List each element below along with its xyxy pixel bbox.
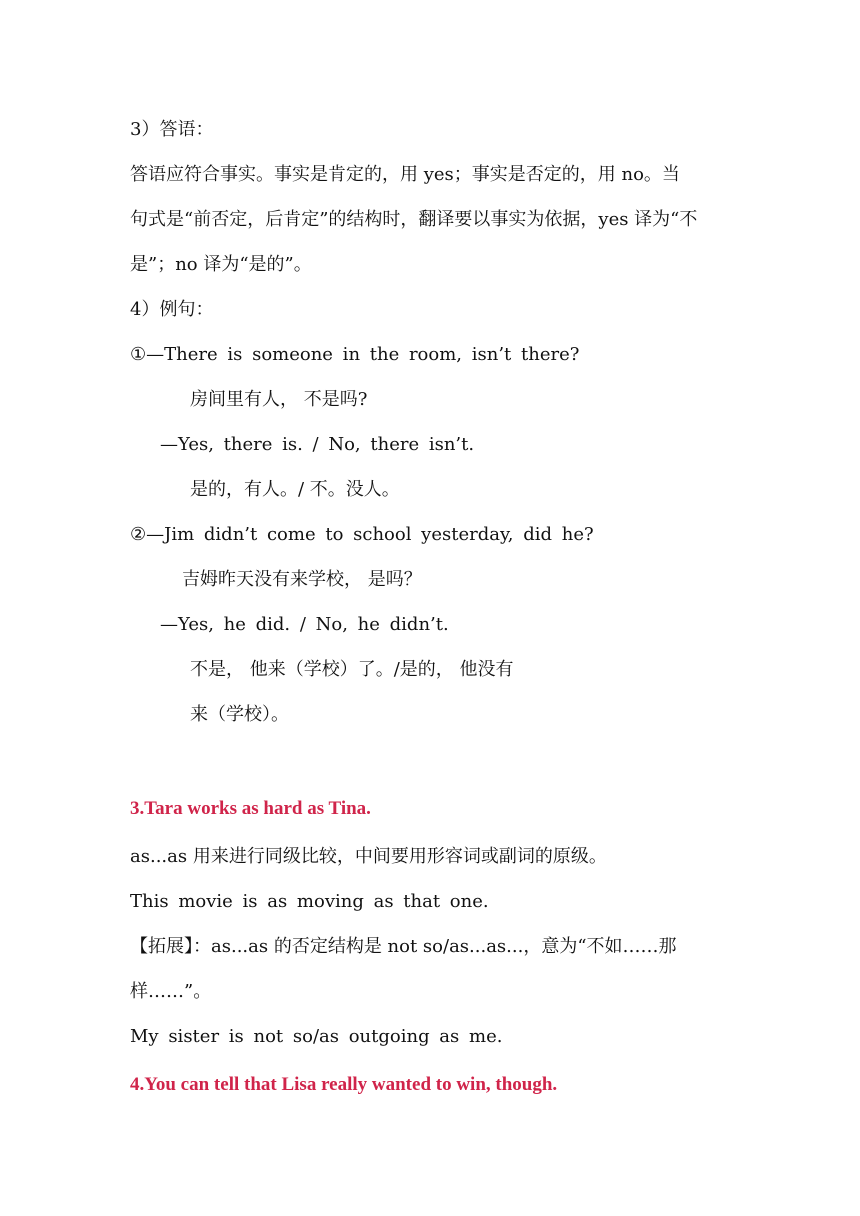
example-2-question: ②—Jim didn’t come to school yesterday, did he? xyxy=(130,524,594,545)
examples-section-title: 4）例句： xyxy=(130,299,214,320)
section-3-example: This movie is as moving as that one. xyxy=(130,891,489,912)
section-3-expansion-line-2: 样……”。 xyxy=(130,981,212,1002)
example-1-question-translation: 房间里有人， 不是吗? xyxy=(190,389,368,410)
answer-section-title: 3）答语： xyxy=(130,119,214,140)
example-1-answer: —Yes, there is. / No, there isn’t. xyxy=(160,434,475,455)
example-2-answer-translation-line-2: 来（学校）。 xyxy=(190,704,289,725)
section-3-expansion-line-1: 【拓展】：as...as 的否定结构是 not so/as...as...，意为“不如……那 xyxy=(130,936,677,957)
example-2-answer: —Yes, he did. / No, he didn’t. xyxy=(160,614,449,635)
answer-body-line-3: 是”；no 译为“是的”。 xyxy=(130,254,312,275)
section-3-expansion-example: My sister is not so/as outgoing as me. xyxy=(130,1026,503,1047)
section-3-heading: 3.Tara works as hard as Tina. xyxy=(130,798,371,819)
section-3-explanation: as...as 用来进行同级比较，中间要用形容词或副词的原级。 xyxy=(130,846,607,867)
example-2-question-translation: 吉姆昨天没有来学校， 是吗？ xyxy=(182,569,422,590)
example-1-answer-translation: 是的，有人。/ 不。没人。 xyxy=(190,479,400,500)
section-4-heading: 4.You can tell that Lisa really wanted to win, though. xyxy=(130,1074,558,1095)
answer-body-line-1: 答语应符合事实。事实是肯定的，用 yes；事实是否定的，用 no。当 xyxy=(130,164,680,185)
example-2-answer-translation-line-1: 不是， 他来（学校）了。/是的， 他没有 xyxy=(190,659,514,680)
answer-body-line-2: 句式是“前否定，后肯定”的结构时，翻译要以事实为依据，yes 译为“不 xyxy=(130,209,698,230)
example-1-question: ①—There is someone in the room, isn’t there? xyxy=(130,344,580,365)
